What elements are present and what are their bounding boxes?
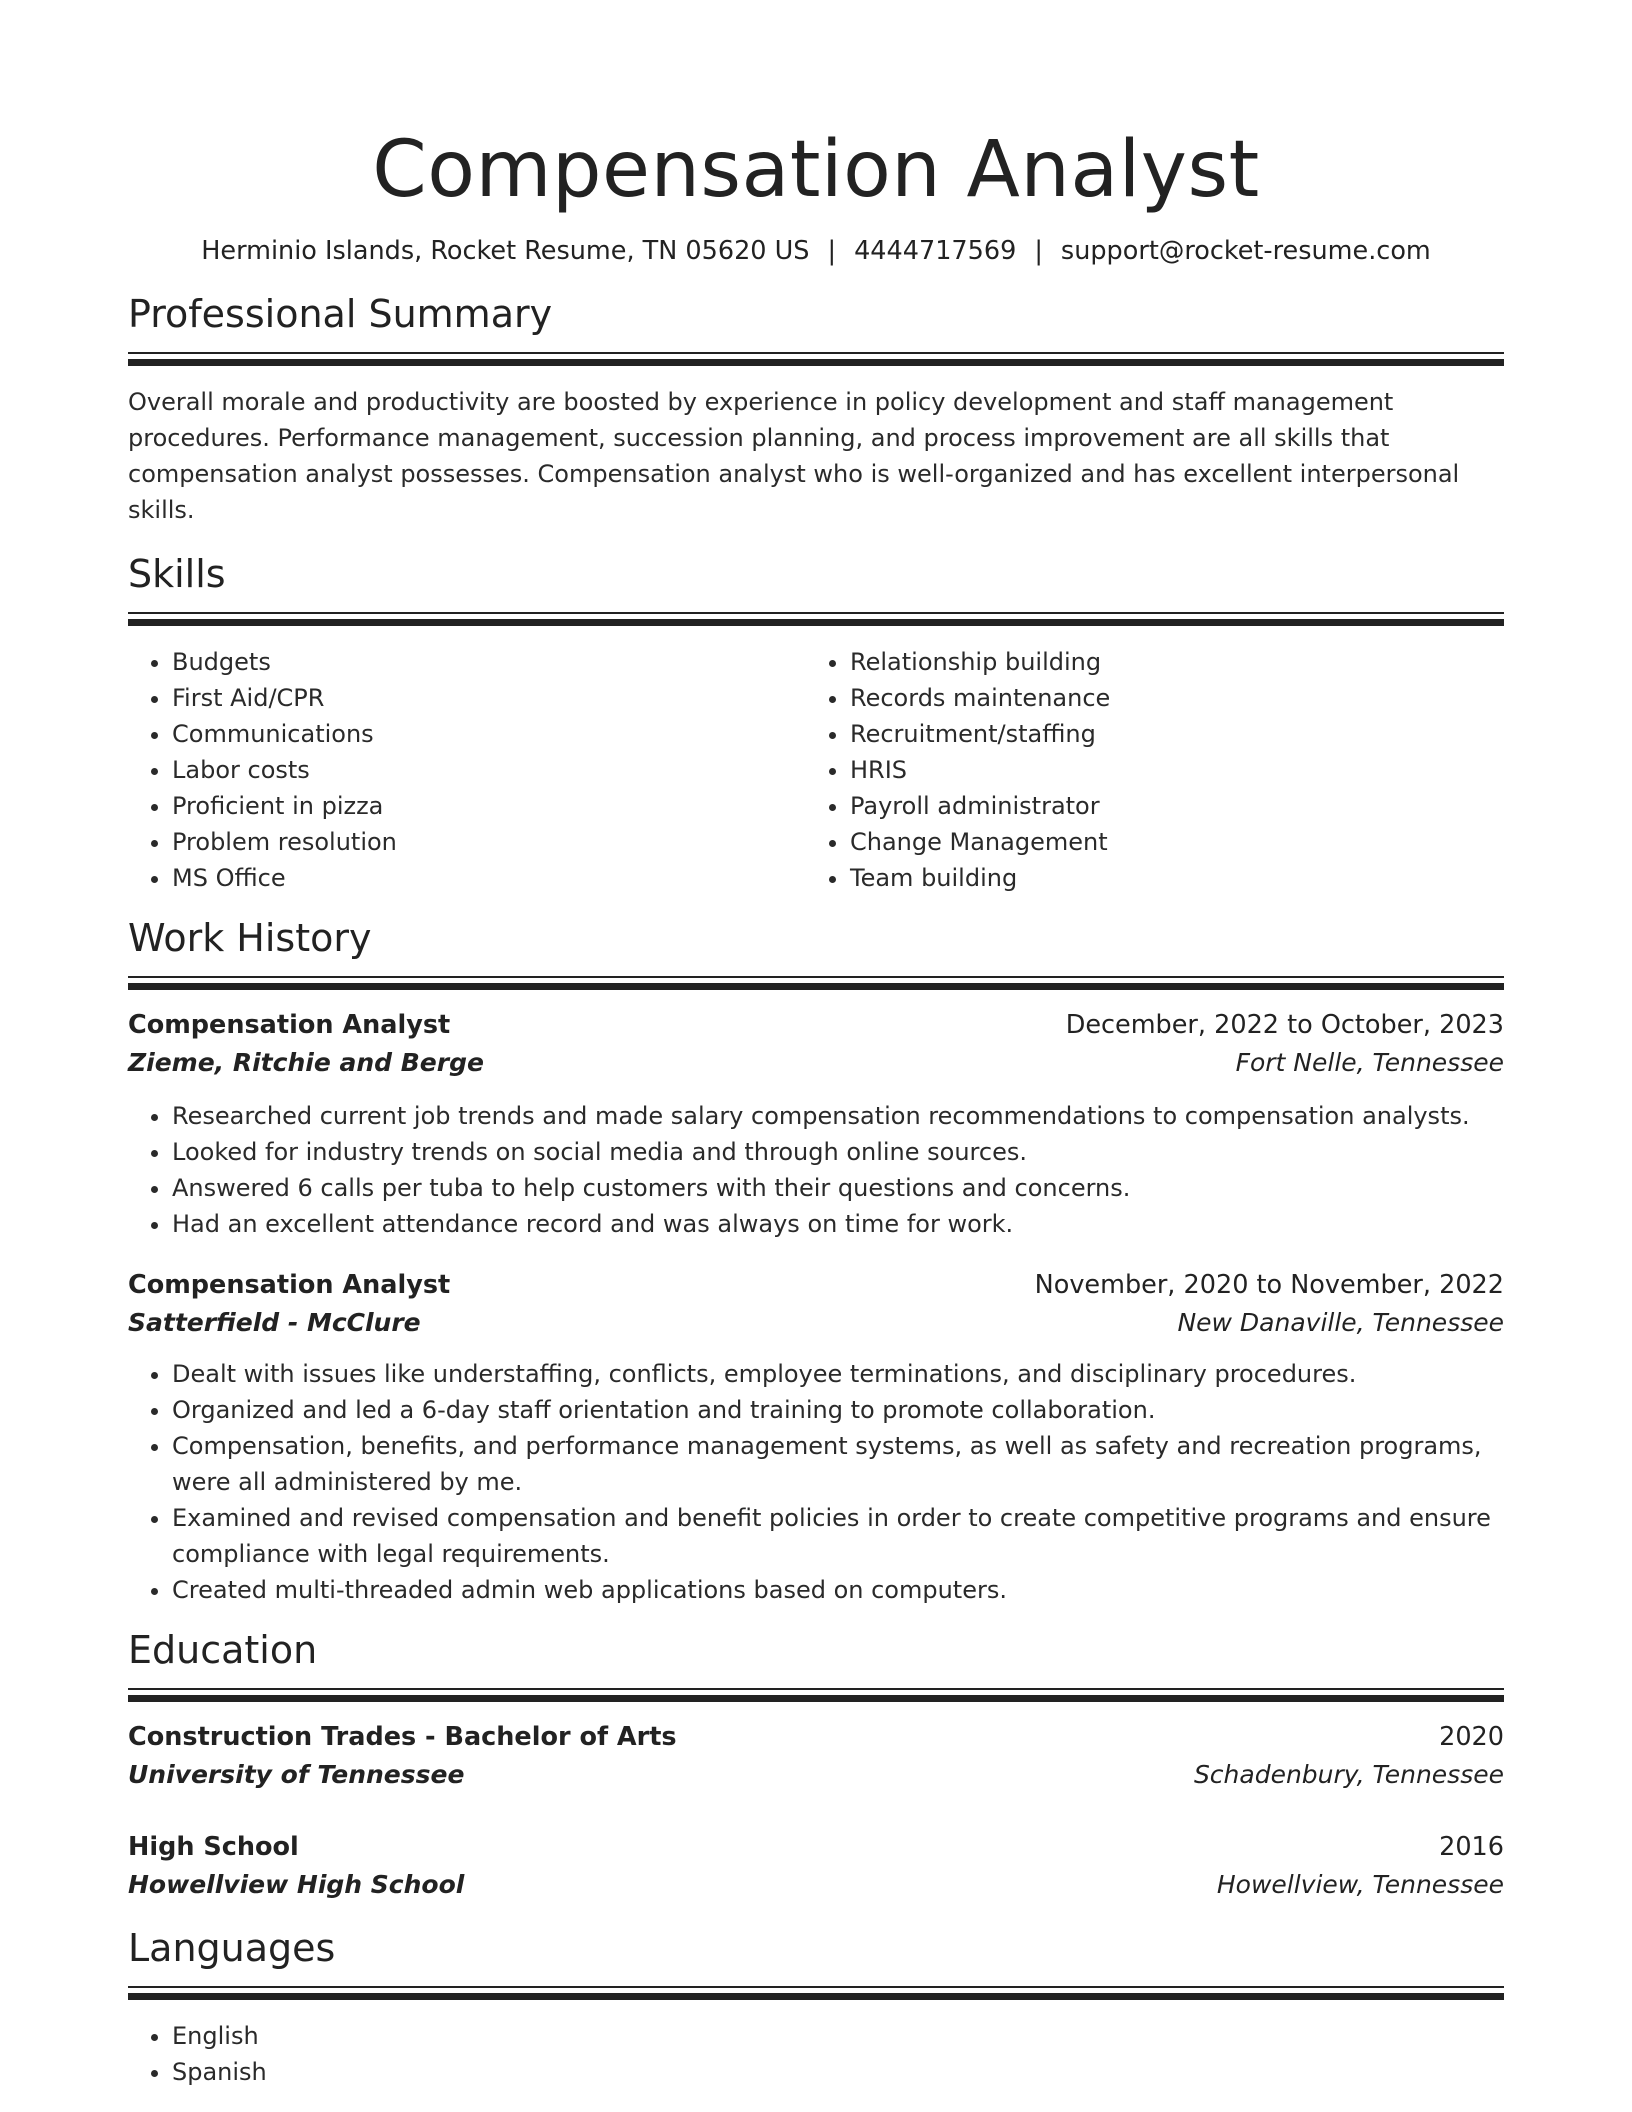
job-location: Fort Nelle, Tennessee [1235, 1048, 1504, 1077]
contact-email[interactable]: support@rocket-resume.com [1060, 236, 1431, 266]
job-bullet: • Dealt with issues like understaffing, conflicts, employee terminations, and disciplinary procedures. [172, 1356, 1504, 1392]
education-entry [128, 1828, 1504, 1904]
contact-separator: | [1034, 236, 1043, 266]
skill-item: • Communications [172, 716, 806, 752]
languages-section [128, 1924, 1504, 2090]
job-title: Compensation Analyst [128, 1010, 451, 1040]
section-title-languages: Languages [128, 1926, 336, 1970]
education-location: Schadenbury, Tennessee [1193, 1760, 1504, 1789]
job-company: Satterfield - McClure [128, 1308, 421, 1337]
skill-item: • First Aid/CPR [172, 680, 806, 716]
skill-item: • MS Office [172, 860, 806, 896]
job-dates: November, 2020 to November, 2022 [1034, 1270, 1504, 1300]
skills-section [128, 550, 1504, 896]
language-item: • English [172, 2018, 1504, 2054]
section-divider [128, 612, 1504, 628]
job-bullets [128, 1098, 1504, 1242]
section-divider [128, 976, 1504, 992]
skill-item: • Team building [850, 860, 1484, 896]
work-history-section [128, 914, 1504, 1608]
education-degree: High School [128, 1832, 299, 1862]
skills-columns [128, 644, 1504, 896]
skill-item: • Recruitment/staffing [850, 716, 1484, 752]
section-title-summary: Professional Summary [128, 292, 553, 336]
education-section [128, 1626, 1504, 1904]
education-year: 2016 [1439, 1832, 1504, 1862]
job-entry [128, 1006, 1504, 1242]
skill-item: • Payroll administrator [850, 788, 1484, 824]
education-location: Howellview, Tennessee [1216, 1870, 1504, 1899]
skill-item: • Budgets [172, 644, 806, 680]
summary-section [128, 290, 1504, 528]
skill-item: • Relationship building [850, 644, 1484, 680]
resume-page [128, 0, 1504, 2090]
job-bullet: • Created multi-threaded admin web applications based on computers. [172, 1572, 1504, 1608]
section-divider [128, 352, 1504, 368]
job-dates: December, 2022 to October, 2023 [1065, 1010, 1504, 1040]
job-bullet: • Researched current job trends and made salary compensation recommendations to compensation analysts. [172, 1098, 1504, 1134]
job-company: Zieme, Ritchie and Berge [128, 1048, 484, 1077]
job-entry [128, 1266, 1504, 1608]
job-bullet: • Looked for industry trends on social media and through online sources. [172, 1134, 1504, 1170]
skill-item: • HRIS [850, 752, 1484, 788]
job-bullet: • Compensation, benefits, and performance management systems, as well as safety and recreation programs, were all administered by me. [172, 1428, 1504, 1500]
education-school: University of Tennessee [128, 1760, 465, 1789]
skill-item: • Change Management [850, 824, 1484, 860]
job-title: Compensation Analyst [128, 1270, 451, 1300]
job-bullet: • Examined and revised compensation and benefit policies in order to create competitive programs and ensure compliance with legal requirements. [172, 1500, 1504, 1572]
education-school: Howellview High School [128, 1870, 465, 1899]
contact-separator: | [827, 236, 837, 266]
section-divider [128, 1986, 1504, 2002]
education-entry [128, 1718, 1504, 1794]
contact-phone: 4444717569 [854, 236, 1017, 266]
resume-name: Compensation Analyst [372, 125, 1260, 215]
contact-address: Herminio Islands, Rocket Resume, TN 05620 US [201, 236, 810, 266]
skill-item: • Records maintenance [850, 680, 1484, 716]
skills-column-right [806, 644, 1484, 896]
skill-item: • Problem resolution [172, 824, 806, 860]
section-divider [128, 1688, 1504, 1704]
contact-line [128, 234, 1504, 268]
language-list [128, 2018, 1504, 2090]
education-degree: Construction Trades - Bachelor of Arts [128, 1722, 677, 1752]
skills-column-left [128, 644, 806, 896]
skill-item: • Labor costs [172, 752, 806, 788]
job-bullet: • Organized and led a 6-day staff orientation and training to promote collaboration. [172, 1392, 1504, 1428]
job-bullet: • Answered 6 calls per tuba to help customers with their questions and concerns. [172, 1170, 1504, 1206]
job-location: New Danaville, Tennessee [1177, 1308, 1504, 1337]
skill-item: • Proficient in pizza [172, 788, 806, 824]
education-year: 2020 [1439, 1722, 1504, 1752]
summary-text: Overall morale and productivity are boosted by experience in policy development and staff management procedures. Performance management, succession planning, and process improvement are all skills that compensation analyst possesses. Compensation analyst who is well-organized and has excellent interpersonal skills. [128, 388, 1460, 524]
job-bullet: • Had an excellent attendance record and was always on time for work. [172, 1206, 1504, 1242]
section-title-work: Work History [128, 916, 372, 960]
section-title-education: Education [128, 1628, 318, 1672]
job-bullets [128, 1356, 1504, 1608]
section-title-skills: Skills [128, 552, 226, 596]
language-item: • Spanish [172, 2054, 1504, 2090]
